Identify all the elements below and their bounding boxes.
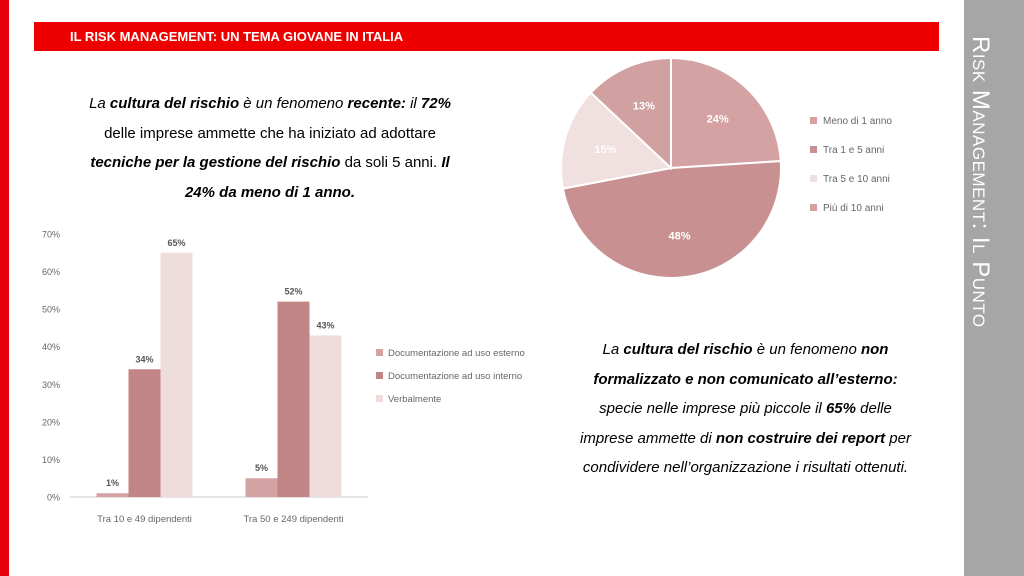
text-span: imprese ammette di — [580, 429, 716, 447]
y-tick-label: 30% — [41, 379, 60, 390]
legend-label: Tra 5 e 10 anni — [823, 174, 890, 185]
bar-value-label: 65% — [167, 237, 186, 248]
text-span: condividere nell’organizzazione i risultati ottenuti. — [582, 459, 909, 476]
text-span: recente: — [347, 95, 406, 112]
pie-value-label: 24% — [706, 113, 729, 126]
text-span: cultura del rischio — [109, 95, 240, 112]
legend-label: Documentazione ad uso interno — [388, 371, 523, 382]
x-tick-label: Tra 10 e 49 dipendenti — [97, 514, 192, 525]
legend-label: Verbalmente — [388, 394, 442, 405]
text-span: tecniche per la gestione del rischio — [90, 154, 341, 171]
side-title: Risk Management: Il Punto — [967, 36, 994, 328]
legend-swatch — [376, 372, 383, 379]
x-tick-label: Tra 50 e 249 dipendenti — [243, 514, 344, 525]
text-span: 72% — [420, 95, 451, 112]
legend-swatch — [810, 146, 817, 153]
y-tick-label: 70% — [41, 229, 60, 240]
bar-value-label: 52% — [284, 286, 303, 297]
pie-value-label: 15% — [594, 143, 617, 156]
bar-value-label: 43% — [316, 320, 335, 331]
text-span: La — [89, 95, 110, 112]
text-span: è un fenomeno — [752, 341, 861, 358]
page-title: IL RISK MANAGEMENT: UN TEMA GIOVANE IN ITALIA — [70, 29, 404, 44]
text-span: non — [860, 341, 889, 358]
y-tick-label: 60% — [41, 267, 60, 278]
legend-swatch — [376, 349, 383, 356]
text-span: per — [885, 429, 911, 447]
left-accent-bar — [0, 0, 9, 576]
bar-value-label: 1% — [105, 478, 120, 489]
legend-swatch — [810, 204, 817, 211]
text-span: è un fenomeno — [239, 95, 348, 112]
text-block-recent — [40, 89, 500, 207]
text-span: Il — [441, 154, 450, 171]
text-span: non costruire dei report — [715, 429, 886, 447]
bar — [129, 369, 161, 497]
text-span: 24% da meno di 1 anno. — [184, 183, 356, 201]
text-block-non-formalizzato — [548, 335, 943, 483]
text-span: delle — [855, 400, 892, 417]
legend-label: Meno di 1 anno — [823, 116, 892, 127]
bar — [97, 493, 129, 497]
bar-chart — [24, 222, 544, 562]
bar — [310, 335, 342, 497]
bar — [278, 302, 310, 497]
bar — [246, 478, 278, 497]
text-span: da soli 5 anni. — [340, 154, 442, 171]
bar — [161, 253, 193, 497]
text-span: formalizzato e non comunicato all’esterno: — [593, 370, 898, 388]
text-span: il — [405, 95, 421, 112]
legend-swatch — [810, 175, 817, 182]
bar-value-label: 5% — [254, 463, 269, 474]
text-span: La — [602, 341, 624, 358]
pie-chart — [555, 55, 955, 295]
y-tick-label: 0% — [46, 492, 60, 503]
legend-swatch — [376, 395, 383, 402]
legend-label: Tra 1 e 5 anni — [823, 145, 885, 156]
text-span: 65% — [825, 400, 856, 417]
text-span: specie nelle imprese più piccole il — [599, 400, 826, 417]
legend-label: Più di 10 anni — [823, 203, 884, 214]
y-tick-label: 50% — [41, 304, 60, 315]
y-tick-label: 20% — [41, 417, 60, 428]
y-tick-label: 10% — [41, 454, 60, 465]
legend-swatch — [810, 117, 817, 124]
pie-value-label: 48% — [668, 230, 691, 243]
bar-value-label: 34% — [135, 354, 154, 365]
text-span: delle imprese ammette che ha iniziato ad adottare — [104, 124, 436, 142]
text-span: cultura del rischio — [623, 341, 753, 358]
header-bar — [34, 22, 939, 51]
y-tick-label: 40% — [41, 342, 60, 353]
pie-value-label: 13% — [632, 100, 655, 113]
legend-label: Documentazione ad uso esterno — [388, 348, 525, 359]
